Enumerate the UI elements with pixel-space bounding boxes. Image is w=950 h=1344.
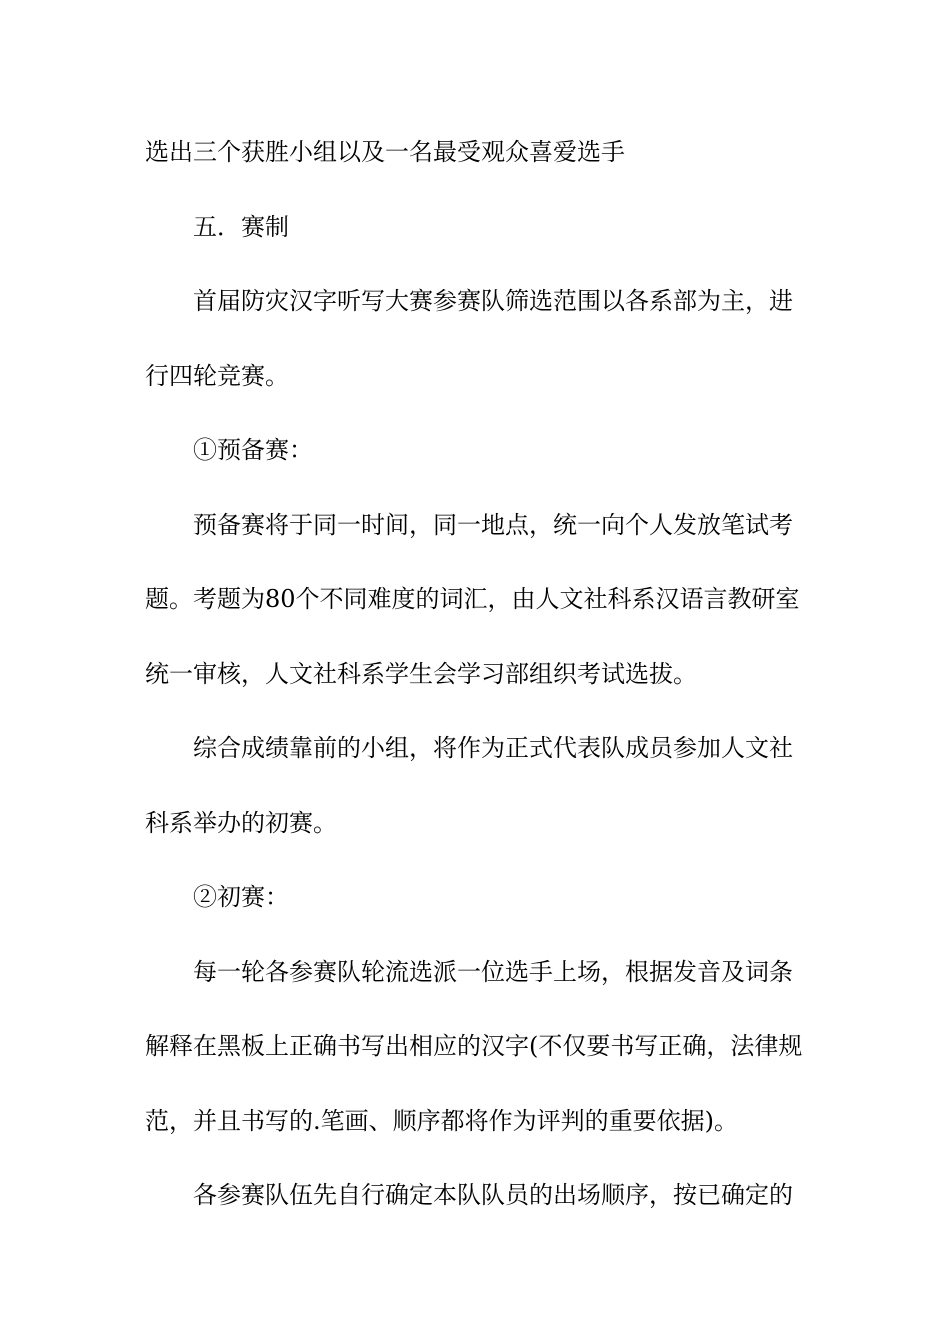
- text-line: 预备赛将于同一时间，同一地点，统一向个人发放笔试考: [193, 510, 793, 539]
- section-heading: 五．赛制: [193, 212, 289, 241]
- text-line: 题。考题为80个不同难度的词汇，由人文社科系汉语言教研室: [145, 585, 800, 613]
- document-body: [145, 128, 810, 1246]
- subsection-heading: ②初赛：: [193, 883, 289, 911]
- subsection-heading: ①预备赛：: [193, 436, 313, 464]
- text-line: 选出三个获胜小组以及一名最受观众喜爱选手: [145, 138, 625, 166]
- text-line: 各参赛队伍先自行确定本队队员的出场顺序，按已确定的: [193, 1181, 793, 1209]
- text-line: 行四轮竞赛。: [145, 361, 289, 390]
- text-line: 统一审核，人文社科系学生会学习部组织考试选拔。: [145, 659, 697, 688]
- text-line: 综合成绩靠前的小组，将作为正式代表队成员参加人文社: [193, 734, 793, 762]
- text-line: 解释在黑板上正确书写出相应的汉字(不仅要书写正确，法律规: [145, 1032, 803, 1060]
- text-line: 科系举办的初赛。: [145, 808, 337, 837]
- text-line: 每一轮各参赛队轮流选派一位选手上场，根据发音及词条: [193, 957, 793, 986]
- text-line: 首届防灾汉字听写大赛参赛队筛选范围以各系部为主，进: [193, 287, 793, 315]
- text-line: 范，并且书写的.笔画、顺序都将作为评判的重要依据)。: [145, 1106, 738, 1135]
